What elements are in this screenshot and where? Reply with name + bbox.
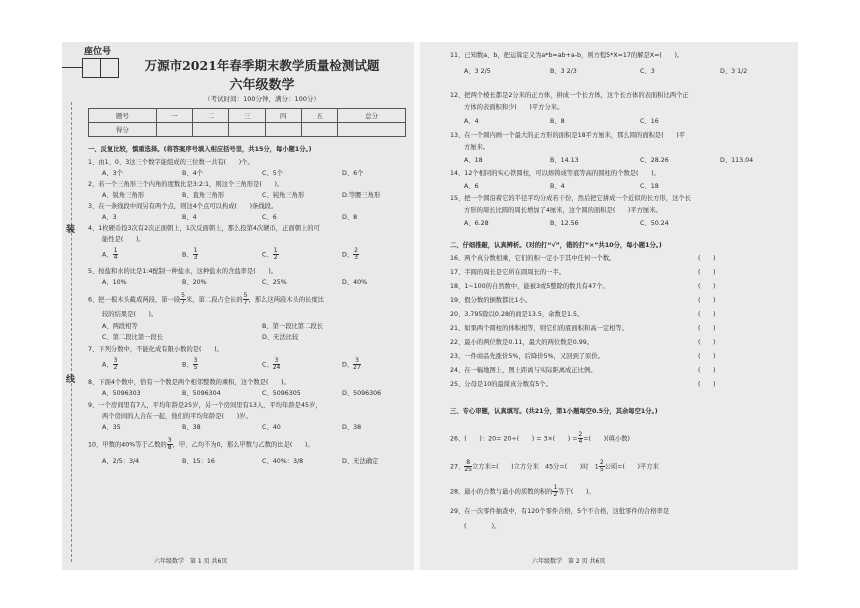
fraction: $\frac{5}{7}$ (243, 292, 248, 306)
binding-line (71, 102, 72, 562)
option: C、28.26 (640, 157, 669, 164)
answer-paren[interactable]: ( ) (698, 367, 716, 374)
judge-item: 21、如果两个圆柱的体积相等，则它们的底面积和高一定相等。 (450, 325, 629, 332)
option: A、锐角三角形 (102, 192, 145, 199)
table-cell[interactable] (265, 123, 301, 137)
option: A、2/5：3/4 (102, 458, 140, 465)
option: B、 $\frac{3}{5}$ (182, 357, 198, 371)
fraction: $\frac{3}{27}$ (353, 357, 361, 371)
option: D、40% (342, 279, 368, 286)
option: C、 $\frac{3}{24}$ (262, 357, 281, 371)
option: A、10% (102, 279, 127, 286)
page-footer: 六年级数学 第 1 页 共6页 (154, 558, 228, 565)
question-text: 较的结果是( )。 (102, 311, 158, 318)
fraction: $\frac{3}{5}$ (193, 357, 198, 371)
question-text: 4、1枚硬币投3次有2次正面朝上，1次反面朝上，那么投第4次硬币，正面朝上的可 (88, 225, 320, 232)
question-text: 14、12个相同的实心铁圆柱，可以熔铸成等底等高的圆柱的个数是( )。 (450, 170, 660, 177)
option: B、8 (550, 118, 565, 125)
question-text: 方厘米。 (464, 144, 490, 151)
option: C、16 (640, 118, 659, 125)
option: C、钝角三角形 (262, 192, 305, 199)
seat-number-label: 座位号 (84, 47, 112, 57)
option: B、直角三角形 (182, 192, 225, 199)
fraction: $\frac{1}{4}$ (113, 247, 118, 261)
exam-subtitle: 六年级数学 (229, 78, 295, 93)
seat-box (82, 58, 101, 78)
option: C、5096305 (262, 390, 301, 397)
answer-paren[interactable]: ( ) (698, 339, 716, 346)
judge-item: 24、在一幅地图上，图上距离与实际距离成正比例。 (450, 367, 597, 374)
answer-paren[interactable]: ( ) (698, 269, 716, 276)
question-text: 2、若一个三角形三个内角的度数比是3:2:1，则这个三角形是( )。 (88, 181, 284, 188)
table-cell: 二 (193, 109, 229, 123)
option: D、6个 (342, 170, 364, 177)
question-text: 1、由1、0、3这三个数字能组成的三位数一共有( )个。 (88, 159, 254, 166)
question-text: 27、 $\frac{8}{25}$ 立方米=( )立方分米 45分=( )时 1 $\frac{2}{5}$ 公顷=( )平方米 (450, 459, 659, 473)
judge-item: 20、3.795除以0.28的商是13.5，余数是1.5。 (450, 311, 584, 318)
option: A、6 (464, 183, 479, 190)
table-cell: 一 (156, 109, 192, 123)
table-cell: 三 (229, 109, 265, 123)
answer-paren[interactable]: ( ) (698, 325, 716, 332)
option: B、 $\frac{1}{3}$ (182, 247, 198, 261)
option: D、8 (342, 214, 358, 221)
fraction: $\frac{2}{4}$ (578, 431, 583, 445)
margin-mark: 线 (66, 375, 76, 385)
question-text: 13、在一个圆内画一个最大的正方形的面积是18平方厘米，那么圆的面积是( )平 (450, 132, 686, 139)
table-row (89, 109, 406, 123)
option: B、4个 (182, 170, 203, 177)
option: B、第一段比第二段长 (262, 323, 323, 330)
answer-paren[interactable]: ( ) (698, 283, 716, 290)
question-text: 5、按盐和水的比是1:4配制一种盐水，这种盐水的含盐率是( )。 (88, 268, 278, 275)
question-text: 15、把一个圆沿着它的半径平均分成若干份，然后把它拼成一个近似的长方形，这个长 (450, 195, 691, 202)
question-text: 10、甲数的40%等于乙数的 $\frac{3}{8}$ ，甲、乙均不为0，那么甲数与乙数的比是( )。 (88, 437, 314, 451)
option: A、3 (102, 214, 117, 221)
table-cell[interactable] (193, 123, 229, 137)
question-text: 28、最小的合数与最小的质数的积的 $\frac{1}{2}$ 等于( )。 (450, 484, 595, 498)
answer-paren[interactable]: ( ) (698, 255, 716, 262)
table-cell[interactable] (156, 123, 192, 137)
option: D、 $\frac{3}{27}$ (342, 357, 361, 371)
judge-item: 19、假分数的倒数都比1小。 (450, 297, 532, 304)
fraction: $\frac{3}{24}$ (272, 357, 281, 371)
option: D、 $\frac{2}{3}$ (342, 247, 358, 261)
option: C、第二段比第一段长 (102, 334, 164, 341)
fraction: $\frac{2}{5}$ (599, 459, 604, 473)
option: B、4 (182, 214, 197, 221)
option: C、3 (640, 68, 655, 75)
option: D、38 (342, 424, 362, 431)
option: C、40 (262, 424, 281, 431)
question-text: 7、下列分数中，不能化成有限小数的是( )。 (88, 346, 223, 353)
question-text: 26、( )：20= 20÷( ) = 3×( ) = $\frac{2}{4}$ =( )(填小数) (450, 431, 630, 445)
option: B、3 2/3 (550, 68, 577, 75)
question-text: 3、在一条线段中间另有两个点，则这4个点可以构成( )条线段。 (88, 203, 278, 210)
exam-page-1 (62, 42, 414, 570)
margin-mark: 装 (66, 225, 76, 235)
answer-paren[interactable]: ( ) (698, 311, 716, 318)
option: B、5096304 (182, 390, 221, 397)
option: B、38 (182, 424, 201, 431)
option: C、5个 (262, 170, 283, 177)
question-text: 12、把两个棱长都是2分米的正方体，拼成一个长方体，这个长方体的表面积比两个正 (450, 92, 689, 99)
table-cell[interactable] (301, 123, 337, 137)
option: A、18 (464, 157, 483, 164)
question-text: 方体的表面积和少( )平方分米。 (464, 104, 564, 111)
fraction: $\frac{2}{3}$ (354, 247, 358, 261)
question-text: 两个房间的人合在一起，他们的平均年龄是( )岁。 (102, 413, 252, 420)
option: C、50.24 (640, 220, 669, 227)
option: B、12.56 (550, 220, 579, 227)
answer-paren[interactable]: ( ) (698, 353, 716, 360)
table-cell: 五 (301, 109, 337, 123)
exam-title: 万源市2021年春季期末教学质量检测试题 (144, 58, 380, 73)
option: C、18 (640, 183, 659, 190)
table-cell: 总分 (338, 109, 406, 123)
section-heading: 三、专心审题，认真填写。(共21分，第1小题每空0.5分，其余每空1分。) (450, 408, 658, 415)
table-cell: 题号 (89, 109, 157, 123)
question-text: 8、下面4个数中，恰有一个数是两个相邻整数的乘积，这个数是( )。 (88, 379, 290, 386)
option: D、无法比较 (262, 334, 299, 341)
section-heading: 二、仔细推敲，认真辨析。(对的打“√”，错的打“×”共10分，每小题1分。) (450, 242, 662, 249)
option: A、 $\frac{1}{4}$ (102, 247, 118, 261)
answer-paren[interactable]: ( ) (698, 381, 716, 388)
option: A、35 (102, 424, 121, 431)
answer-paren[interactable]: ( ) (698, 297, 716, 304)
option: B、14.13 (550, 157, 579, 164)
option: C、25% (262, 279, 287, 286)
fraction: $\frac{1}{3}$ (193, 247, 198, 261)
judge-item: 16、两个真分数相乘，它们的积一定小于其中任何一个数。 (450, 255, 616, 262)
section-heading: 一、反复比较，慎重选择。(将答案序号填入相应括号里，共15分，每小题1分。) (88, 146, 312, 153)
judge-item: 25、分母是10的最简真分数有5个。 (450, 381, 552, 388)
question-text: 9、一个房间里有7人，平均年龄是25岁，另一个房间里有13人，平均年龄是45岁， (88, 402, 322, 409)
option: D、5096306 (342, 390, 382, 397)
question-text: 11、已知数a、b，把运算定义为a*b=ab+a-b，则方程5*X=17的解是X=( )。 (450, 52, 684, 59)
score-table (88, 108, 406, 137)
page-footer: 六年级数学 第 2 页 共6页 (532, 558, 606, 565)
table-cell[interactable] (338, 123, 406, 137)
seat-box (100, 58, 119, 78)
option: A、6.28 (464, 220, 489, 227)
question-text: 6、把一根木头截成两段，第一段 $\frac{5}{7}$ 米，第二段占全长的 $\frac{5}{7}$ ，那么这两段木头的长度比 (88, 292, 325, 306)
answer-paren[interactable]: ( )。 (464, 523, 501, 530)
option: B、4 (550, 183, 565, 190)
judge-item: 22、最小的两位数是0.11，最大的两位数是0.99。 (450, 339, 594, 346)
option: A、5096303 (102, 390, 141, 397)
option: B、20% (182, 279, 207, 286)
fraction: $\frac{1}{2}$ (553, 484, 558, 498)
fraction: $\frac{3}{2}$ (113, 357, 118, 371)
option: A、3个 (102, 170, 123, 177)
exam-info: （考试时间：100分钟，满分：100分） (204, 95, 320, 103)
option: D.等腰三角形 (342, 192, 381, 199)
option: A、两段相等 (102, 323, 138, 330)
judge-item: 23、一件商品先涨价5%，后降价5%，又回到了原价。 (450, 353, 604, 360)
judge-item: 18、1~100的自然数中，能被3或5整除的数共有47个。 (450, 283, 609, 290)
option: A、 $\frac{3}{2}$ (102, 357, 118, 371)
option: B、15：16 (182, 458, 215, 465)
fraction: $\frac{1}{2}$ (273, 247, 278, 261)
table-cell: 四 (265, 109, 301, 123)
option: A、3 2/5 (464, 68, 491, 75)
exam-page-2 (420, 42, 798, 570)
question-text: 方形的周长比圆的周长增加了4厘米，这个圆的面积是( )平方厘米。 (464, 207, 662, 214)
option: C、6 (262, 214, 277, 221)
question-text: 29、在一次零件抽查中，有120个零件合格，5个不合格，这批零件的合格率是 (450, 508, 670, 515)
option: C、40%：3/8 (262, 458, 304, 465)
fraction: $\frac{5}{7}$ (181, 292, 185, 306)
option: A、4 (464, 118, 479, 125)
option: D、113.04 (720, 157, 754, 164)
judge-item: 17、半圆的周长是它所在圆周长的一半。 (450, 269, 566, 276)
table-cell: 得分 (89, 123, 157, 137)
option: C、 $\frac{1}{2}$ (262, 247, 278, 261)
seat-line (62, 67, 82, 68)
question-text: 能性是( )。 (102, 236, 145, 243)
table-cell[interactable] (229, 123, 265, 137)
option: D、3 1/2 (720, 68, 748, 75)
table-row (89, 123, 406, 137)
fraction: $\frac{3}{8}$ (167, 437, 172, 451)
option: D、无法确定 (342, 458, 379, 465)
fraction: $\frac{8}{25}$ (464, 459, 472, 473)
